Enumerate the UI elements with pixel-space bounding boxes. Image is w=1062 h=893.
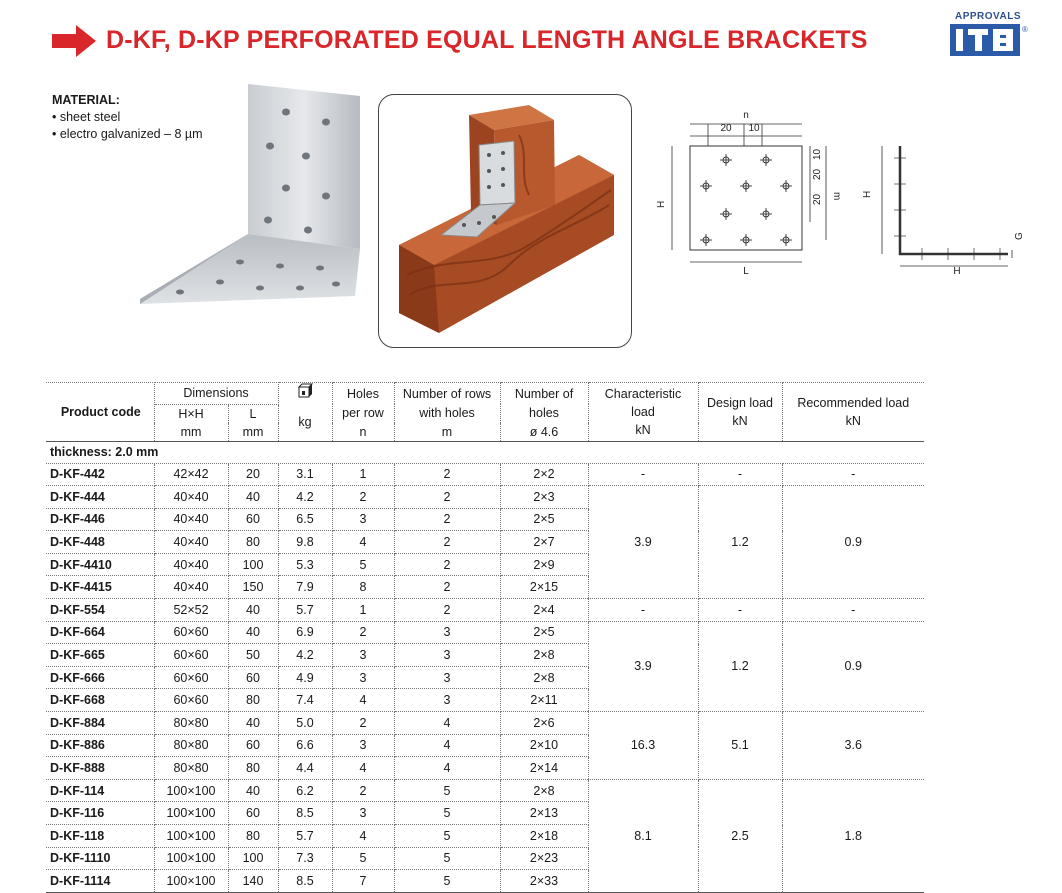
cell-n: 3 — [332, 508, 394, 531]
cell-holes: 2×9 — [500, 553, 588, 576]
table-row — [46, 463, 924, 486]
cell-m: 4 — [394, 712, 500, 735]
cell-hxh: 100×100 — [154, 779, 228, 802]
design-load-header — [698, 383, 782, 442]
holes-per-row-header-3: n — [332, 423, 394, 442]
cell-hxh: 80×80 — [154, 712, 228, 735]
cell-l: 60 — [228, 802, 278, 825]
cell-design-load: 1.2 — [698, 486, 782, 599]
num-holes-header-2: holes — [500, 404, 588, 423]
cell-hxh: 100×100 — [154, 847, 228, 870]
cell-hxh: 60×60 — [154, 666, 228, 689]
char-load-label: Characteristic load — [604, 386, 682, 419]
cell-holes: 2×6 — [500, 712, 588, 735]
cell-hxh: 40×40 — [154, 553, 228, 576]
cell-holes: 2×18 — [500, 825, 588, 848]
cell-l: 80 — [228, 531, 278, 554]
cell-m: 5 — [394, 779, 500, 802]
cell-m: 2 — [394, 463, 500, 486]
cell-m: 2 — [394, 599, 500, 622]
cell-holes: 2×33 — [500, 870, 588, 893]
cell-kg: 7.4 — [278, 689, 332, 712]
cell-n: 2 — [332, 712, 394, 735]
rec-load-unit: kN — [845, 413, 861, 428]
cell-design-load: - — [698, 463, 782, 486]
table-header — [46, 383, 924, 442]
registered-mark: ® — [1022, 25, 1028, 34]
cell-holes: 2×8 — [500, 779, 588, 802]
char-load-unit: kN — [635, 422, 651, 437]
table-row — [46, 779, 924, 802]
cell-kg: 6.5 — [278, 508, 332, 531]
material-title: MATERIAL: — [52, 93, 120, 107]
cell-rec-load: 3.6 — [782, 712, 924, 780]
table-row — [46, 621, 924, 644]
cell-holes: 2×10 — [500, 734, 588, 757]
side-view-drawing — [862, 138, 1042, 278]
itb-logo — [950, 24, 1030, 56]
cell-kg: 8.5 — [278, 802, 332, 825]
cell-holes: 2×3 — [500, 486, 588, 509]
cell-code: D-KF-444 — [46, 486, 154, 509]
cell-holes: 2×7 — [500, 531, 588, 554]
cell-kg: 4.4 — [278, 757, 332, 780]
cell-l: 140 — [228, 870, 278, 893]
cell-char-load: - — [588, 463, 698, 486]
cell-n: 1 — [332, 463, 394, 486]
rows-header-3: m — [394, 423, 500, 442]
cell-m: 2 — [394, 531, 500, 554]
cell-l: 40 — [228, 712, 278, 735]
cell-code: D-KF-114 — [46, 779, 154, 802]
cell-code: D-KF-4410 — [46, 553, 154, 576]
cell-kg: 5.7 — [278, 599, 332, 622]
cell-code: D-KF-886 — [46, 734, 154, 757]
num-holes-header: Number of — [500, 383, 588, 405]
cell-code: D-KF-1114 — [46, 870, 154, 893]
dim-label: n — [743, 110, 749, 121]
cell-holes: 2×2 — [500, 463, 588, 486]
cell-m: 2 — [394, 576, 500, 599]
weight-icon-cell — [278, 383, 332, 405]
cell-holes: 2×15 — [500, 576, 588, 599]
package-weight-icon — [297, 383, 313, 399]
cell-holes: 2×4 — [500, 599, 588, 622]
cell-n: 4 — [332, 531, 394, 554]
cell-code: D-KF-664 — [46, 621, 154, 644]
cell-design-load: - — [698, 599, 782, 622]
product-code-header: Product code — [46, 383, 154, 442]
cell-hxh: 40×40 — [154, 486, 228, 509]
cell-l: 50 — [228, 644, 278, 667]
cell-hxh: 40×40 — [154, 508, 228, 531]
cell-hxh: 42×42 — [154, 463, 228, 486]
cell-kg: 5.7 — [278, 825, 332, 848]
cell-l: 40 — [228, 779, 278, 802]
dim-label: 10 — [748, 123, 760, 134]
cell-l: 100 — [228, 553, 278, 576]
rows-header: Number of rows — [394, 383, 500, 405]
cell-n: 3 — [332, 802, 394, 825]
cell-n: 5 — [332, 553, 394, 576]
cell-hxh: 60×60 — [154, 621, 228, 644]
dim-label: H — [656, 200, 667, 208]
cell-n: 4 — [332, 689, 394, 712]
cell-char-load: 3.9 — [588, 486, 698, 599]
l-header: L — [228, 404, 278, 423]
cell-l: 100 — [228, 847, 278, 870]
rows-header-2: with holes — [394, 404, 500, 423]
approvals-label: APPROVALS — [955, 11, 1021, 22]
cell-l: 20 — [228, 463, 278, 486]
cell-m: 4 — [394, 757, 500, 780]
cell-kg: 5.0 — [278, 712, 332, 735]
table-row — [46, 486, 924, 509]
cell-kg: 4.2 — [278, 486, 332, 509]
cell-rec-load: 0.9 — [782, 621, 924, 711]
holes-per-row-header-2: per row — [332, 404, 394, 423]
cell-char-load: 16.3 — [588, 712, 698, 780]
cell-hxh: 100×100 — [154, 802, 228, 825]
cell-hxh: 40×40 — [154, 576, 228, 599]
cell-n: 3 — [332, 734, 394, 757]
num-holes-header-3: ø 4.6 — [500, 423, 588, 442]
cell-n: 3 — [332, 644, 394, 667]
cell-n: 7 — [332, 870, 394, 893]
cell-hxh: 80×80 — [154, 734, 228, 757]
cell-m: 2 — [394, 553, 500, 576]
cell-rec-load: 0.9 — [782, 486, 924, 599]
cell-holes: 2×8 — [500, 644, 588, 667]
cell-m: 5 — [394, 847, 500, 870]
char-load-header — [588, 383, 698, 442]
design-load-label: Design load — [706, 395, 773, 410]
cell-kg: 6.9 — [278, 621, 332, 644]
thickness-section: thickness: 2.0 mm — [46, 441, 924, 463]
cell-n: 4 — [332, 757, 394, 780]
cell-n: 3 — [332, 666, 394, 689]
cell-holes: 2×8 — [500, 666, 588, 689]
cell-rec-load: - — [782, 599, 924, 622]
dim-label: H — [862, 190, 873, 198]
cell-code: D-KF-442 — [46, 463, 154, 486]
hxh-header: H×H — [154, 404, 228, 423]
cell-l: 40 — [228, 486, 278, 509]
cell-hxh: 52×52 — [154, 599, 228, 622]
cell-l: 80 — [228, 825, 278, 848]
cell-n: 4 — [332, 825, 394, 848]
cell-hxh: 40×40 — [154, 531, 228, 554]
dim-label: 20 — [812, 193, 823, 205]
cell-m: 2 — [394, 508, 500, 531]
cell-hxh: 60×60 — [154, 689, 228, 712]
cell-hxh: 100×100 — [154, 825, 228, 848]
rec-load-header — [782, 383, 924, 442]
cell-n: 2 — [332, 486, 394, 509]
cell-l: 80 — [228, 757, 278, 780]
design-load-unit: kN — [732, 413, 748, 428]
cell-kg: 9.8 — [278, 531, 332, 554]
cell-kg: 6.2 — [278, 779, 332, 802]
hxh-unit: mm — [154, 423, 228, 442]
dim-label: G — [1014, 232, 1025, 240]
cell-m: 3 — [394, 621, 500, 644]
cell-code: D-KF-888 — [46, 757, 154, 780]
cell-l: 60 — [228, 734, 278, 757]
material-item: • sheet steel — [52, 110, 121, 124]
cell-code: D-KF-448 — [46, 531, 154, 554]
cell-m: 3 — [394, 644, 500, 667]
cell-holes: 2×14 — [500, 757, 588, 780]
cell-kg: 3.1 — [278, 463, 332, 486]
dim-label: 20 — [720, 123, 732, 134]
cell-hxh: 60×60 — [154, 644, 228, 667]
cell-kg: 6.6 — [278, 734, 332, 757]
holes-per-row-header: Holes — [332, 383, 394, 405]
cell-m: 3 — [394, 666, 500, 689]
bracket-photo — [140, 84, 362, 314]
cell-holes: 2×11 — [500, 689, 588, 712]
cell-code: D-KF-446 — [46, 508, 154, 531]
cell-code: D-KF-1110 — [46, 847, 154, 870]
cell-m: 5 — [394, 870, 500, 893]
cell-n: 1 — [332, 599, 394, 622]
l-unit: mm — [228, 423, 278, 442]
cell-n: 2 — [332, 779, 394, 802]
cell-n: 5 — [332, 847, 394, 870]
cell-rec-load: 1.8 — [782, 779, 924, 892]
cell-hxh: 100×100 — [154, 870, 228, 893]
cell-l: 80 — [228, 689, 278, 712]
technical-drawing — [656, 110, 842, 280]
table-row — [46, 599, 924, 622]
cell-code: D-KF-4415 — [46, 576, 154, 599]
cell-l: 40 — [228, 621, 278, 644]
cell-design-load: 1.2 — [698, 621, 782, 711]
cell-kg: 7.3 — [278, 847, 332, 870]
cell-kg: 4.2 — [278, 644, 332, 667]
page-title: D-KF, D-KP PERFORATED EQUAL LENGTH ANGLE BRACKETS — [106, 26, 868, 54]
cell-code: D-KF-554 — [46, 599, 154, 622]
table-body — [46, 441, 924, 892]
cell-kg: 4.9 — [278, 666, 332, 689]
cell-code: D-KF-666 — [46, 666, 154, 689]
cell-code: D-KF-665 — [46, 644, 154, 667]
cell-kg: 8.5 — [278, 870, 332, 893]
cell-rec-load: - — [782, 463, 924, 486]
cell-m: 4 — [394, 734, 500, 757]
cell-design-load: 5.1 — [698, 712, 782, 780]
dim-label: 20 — [812, 168, 823, 180]
cell-m: 2 — [394, 486, 500, 509]
cell-l: 40 — [228, 599, 278, 622]
cell-n: 2 — [332, 621, 394, 644]
cell-holes: 2×13 — [500, 802, 588, 825]
wood-beam-illustration — [379, 95, 631, 347]
cell-kg: 5.3 — [278, 553, 332, 576]
cell-char-load: 3.9 — [588, 621, 698, 711]
cell-m: 5 — [394, 825, 500, 848]
cell-holes: 2×5 — [500, 508, 588, 531]
cell-l: 60 — [228, 508, 278, 531]
spec-table — [46, 382, 924, 893]
dim-label: m — [831, 192, 842, 201]
cell-char-load: - — [588, 599, 698, 622]
cell-code: D-KF-116 — [46, 802, 154, 825]
cell-holes: 2×5 — [500, 621, 588, 644]
cell-kg: 7.9 — [278, 576, 332, 599]
kg-header: kg — [278, 404, 332, 441]
red-arrow-icon — [52, 25, 96, 57]
cell-hxh: 80×80 — [154, 757, 228, 780]
cell-code: D-KF-118 — [46, 825, 154, 848]
cell-l: 150 — [228, 576, 278, 599]
rec-load-label: Recommended load — [797, 395, 910, 410]
cell-m: 5 — [394, 802, 500, 825]
dimensions-header: Dimensions — [154, 383, 278, 405]
cell-holes: 2×23 — [500, 847, 588, 870]
cell-design-load: 2.5 — [698, 779, 782, 892]
dim-label: H — [953, 266, 961, 277]
cell-l: 60 — [228, 666, 278, 689]
material-item: • electro galvanized – 8 µm — [52, 127, 203, 141]
cell-n: 8 — [332, 576, 394, 599]
cell-char-load: 8.1 — [588, 779, 698, 892]
dim-label: 10 — [812, 148, 823, 160]
installation-illustration — [378, 94, 632, 348]
cell-code: D-KF-668 — [46, 689, 154, 712]
dim-label: L — [743, 266, 749, 277]
cell-m: 3 — [394, 689, 500, 712]
table-row — [46, 712, 924, 735]
cell-code: D-KF-884 — [46, 712, 154, 735]
